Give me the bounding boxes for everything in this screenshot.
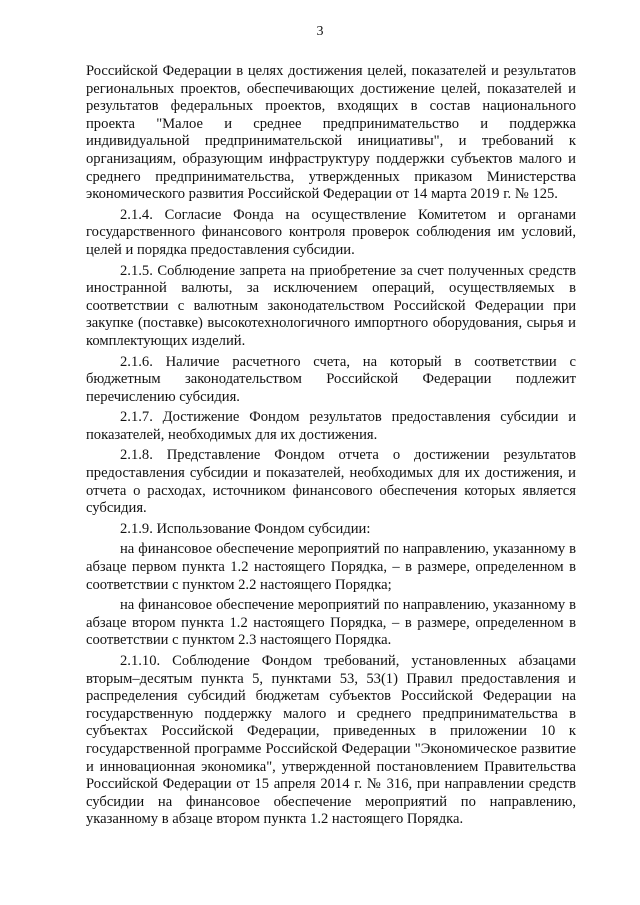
page-number: 3 (316, 24, 324, 39)
paragraph-2-1-9-item-2: на финансовое обеспечение мероприятий по направлению, указанному в абзаце втором пункта 1.2 настоящего Порядка, – в размере, определенном в соответствии с пунктом 2.3 настоящего Порядка. (86, 597, 576, 649)
paragraph-2-1-7: 2.1.7. Достижение Фондом результатов предоставления субсидии и показателей, необходимых для их достижения. (86, 409, 576, 443)
paragraph-2-1-5: 2.1.5. Соблюдение запрета на приобретение за счет полученных средств иностранной валюты, за исключением операций, осуществляемых в соответствии с валютным законодательством Российской Федерации при закупке (поставке) высокотехнологичного импортного оборудования, сырья и комплектующих изделий. (86, 262, 576, 349)
paragraph-2-1-9-item-1: на финансовое обеспечение мероприятий по направлению, указанному в абзаце первом пункта 1.2 настоящего Порядка, – в размере, определенном в соответствии с пунктом 2.2 настоящего Порядка; (86, 541, 576, 593)
paragraph-2-1-6: 2.1.6. Наличие расчетного счета, на который в соответствии с бюджетным законодательством Российской Федерации подлежит перечислению субсидия. (86, 353, 576, 405)
document-body (86, 63, 576, 832)
paragraph-2-1-8: 2.1.8. Представление Фондом отчета о достижении результатов предоставления субсидии и показателей, необходимых для их достижения, и отчета о расходах, источником финансового обеспечения которых является субсидия. (86, 447, 576, 517)
paragraph-2-1-9: 2.1.9. Использование Фондом субсидии: (120, 520, 371, 537)
paragraph-2-1-4: 2.1.4. Согласие Фонда на осуществление Комитетом и органами государственного финансового контроля проверок соблюдения им условий, целей и порядка предоставления субсидии. (86, 206, 576, 258)
paragraph-continuation: Российской Федерации в целях достижения целей, показателей и результатов региональных проектов, обеспечивающих достижение целей, показателей и результатов федеральных проектов, входящих в состав национального проекта "Малое и среднее предпринимательство и поддержка индивидуальной предпринимательской инициативы", и требований к организациям, образующим инфраструктуру поддержки субъектов малого и среднего предпринимательства, утвержденных приказом Министерства экономического развития Российской Федерации от 14 марта 2019 г. № 125. (86, 63, 576, 203)
paragraph-2-1-10: 2.1.10. Соблюдение Фондом требований, установленных абзацами вторым–десятым пункта 5, пунктами 53, 53(1) Правил предоставления и распределения субсидий бюджетам субъектов Российской Федерации на государственную поддержку малого и среднего предпринимательства в субъектах Российской Федерации, приведенных в приложении 10 к государственной программе Российской Федерации "Экономическое развитие и инновационная экономика", утвержденной постановлением Правительства Российской Федерации от 15 апреля 2014 г. № 316, при направлении средств субсидии на финансовое обеспечение мероприятий по направлению, указанному в абзаце втором пункта 1.2 настоящего Порядка. (86, 653, 576, 828)
